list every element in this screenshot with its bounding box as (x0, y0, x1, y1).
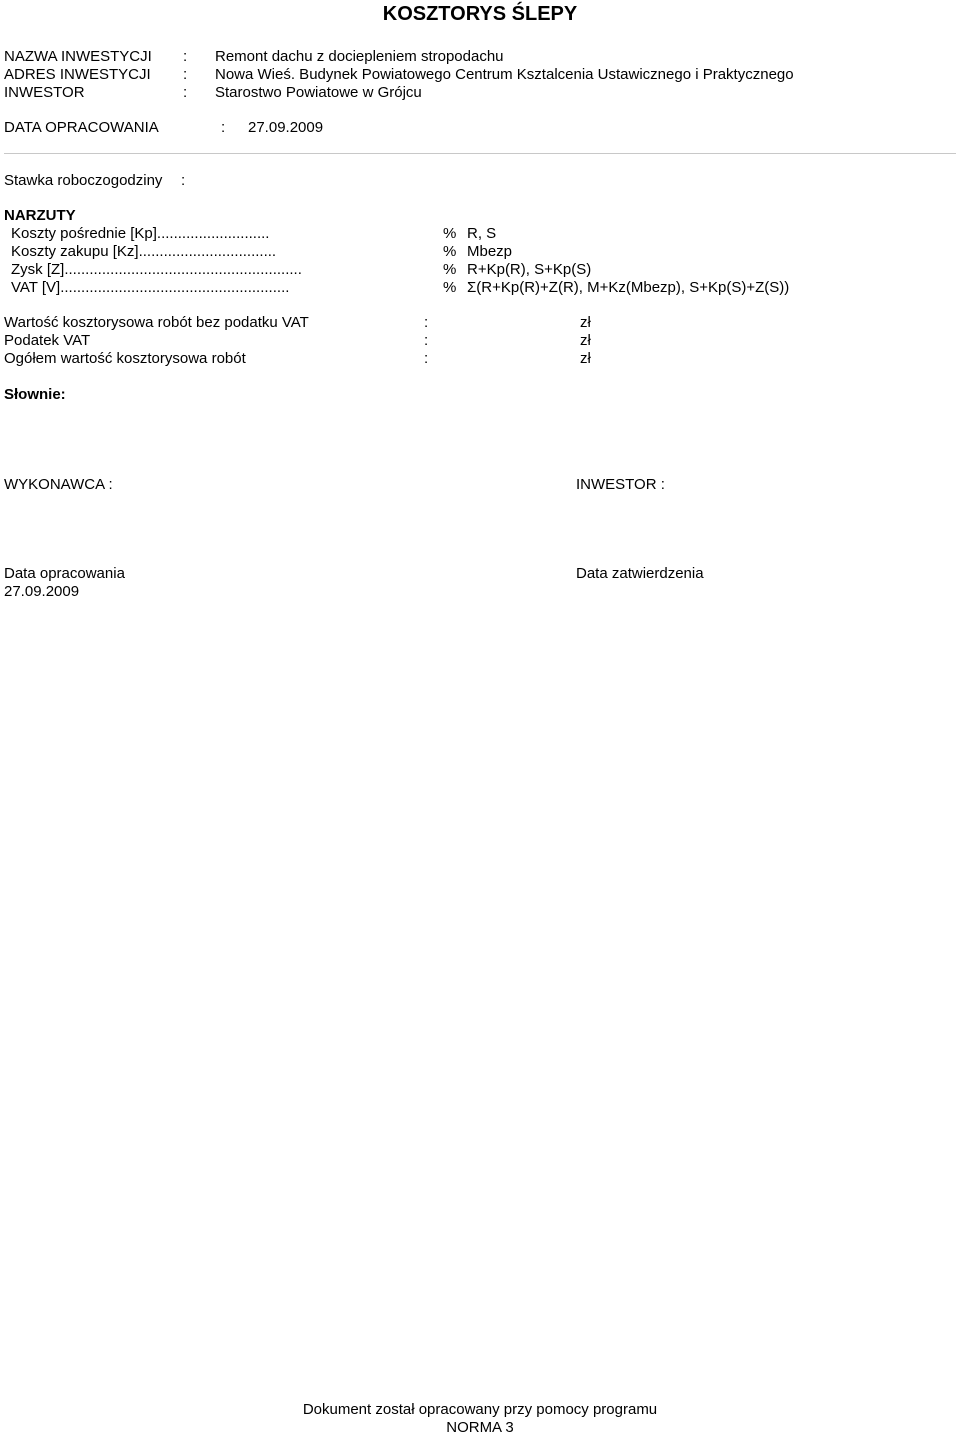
markup-unit: % (443, 279, 457, 296)
markup-dots: ........................... (156, 225, 270, 242)
investor-value: Starostwo Powiatowe w Grójcu (215, 84, 422, 101)
net-value-separator: : (424, 314, 429, 331)
net-value-label: Wartość kosztorysowa robót bez podatku VAT (4, 314, 309, 331)
prepared-date-label: Data opracowania (4, 565, 125, 582)
markup-unit: % (443, 225, 457, 242)
vat-amount-separator: : (424, 332, 429, 349)
markup-name: Koszty zakupu [Kz] (11, 243, 139, 260)
markup-basis: Mbezp (467, 243, 513, 260)
gross-value-currency: zł (580, 350, 591, 367)
investment-name-label: NAZWA INWESTYCJI (4, 48, 152, 65)
footer-line-2: NORMA 3 (446, 1419, 514, 1436)
approval-date-label: Data zatwierdzenia (576, 565, 704, 582)
header-divider (4, 153, 956, 154)
investment-address-separator: : (183, 66, 188, 83)
markup-name: Koszty pośrednie [Kp] (11, 225, 157, 242)
markup-dots: ....................................................... (60, 279, 290, 296)
vat-amount-label: Podatek VAT (4, 332, 91, 349)
labour-rate-label: Stawka roboczogodziny (4, 172, 163, 189)
markup-name: Zysk [Z] (11, 261, 65, 278)
investment-name-value: Remont dachu z dociepleniem stropodachu (215, 48, 504, 65)
contractor-label: WYKONAWCA : (4, 476, 113, 493)
investor-label: INWESTOR (4, 84, 85, 101)
markup-dots: ......................................................... (64, 261, 302, 278)
preparation-date-separator: : (221, 119, 226, 136)
footer-line-1: Dokument został opracowany przy pomocy programu (302, 1401, 658, 1418)
investor-signature-label: INWESTOR : (576, 476, 665, 493)
investment-address-value: Nowa Wieś. Budynek Powiatowego Centrum Ksztalcenia Ustawicznego i Praktycznego (215, 66, 794, 83)
prepared-date-value: 27.09.2009 (4, 583, 80, 600)
markup-unit: % (443, 243, 457, 260)
preparation-date-label: DATA OPRACOWANIA (4, 119, 159, 136)
preparation-date-value: 27.09.2009 (248, 119, 324, 136)
markup-basis: R, S (467, 225, 497, 242)
markup-dots: ................................. (138, 243, 277, 260)
markup-row-label (11, 243, 276, 261)
gross-value-label: Ogółem wartość kosztorysowa robót (4, 350, 246, 367)
investment-address-label: ADRES INWESTYCJI (4, 66, 151, 83)
markups-heading: NARZUTY (4, 207, 76, 224)
net-value-currency: zł (580, 314, 591, 331)
markup-row-label (11, 225, 269, 243)
gross-value-separator: : (424, 350, 429, 367)
document-title: KOSZTORYS ŚLEPY (382, 3, 578, 25)
markup-basis: Σ(R+Kp(R)+Z(R), M+Kz(Mbezp), S+Kp(S)+Z(S)) (467, 279, 790, 296)
in-words-label: Słownie: (4, 386, 66, 403)
markup-basis: R+Kp(R), S+Kp(S) (467, 261, 592, 278)
markup-name: VAT [V] (11, 279, 61, 296)
markup-unit: % (443, 261, 457, 278)
markup-row-label (11, 261, 302, 279)
investor-separator: : (183, 84, 188, 101)
vat-amount-currency: zł (580, 332, 591, 349)
labour-rate-separator: : (181, 172, 186, 189)
investment-name-separator: : (183, 48, 188, 65)
markup-row-label (11, 279, 289, 297)
